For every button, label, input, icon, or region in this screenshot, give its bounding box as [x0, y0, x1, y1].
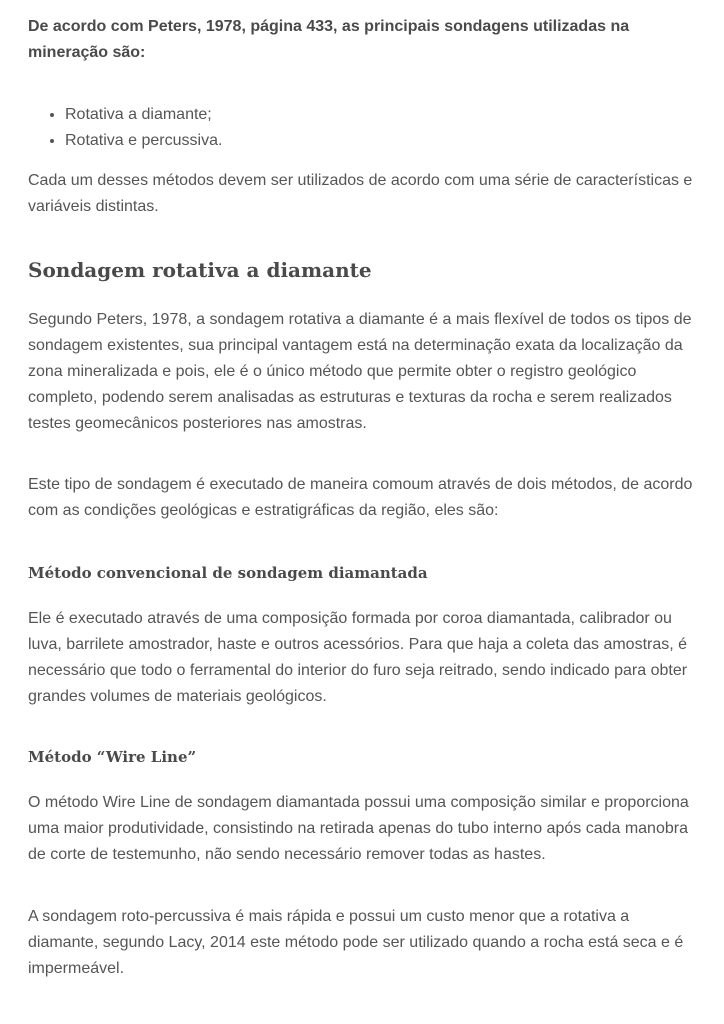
list-item: • Rotativa e percussiva. — [65, 128, 222, 154]
convencional-paragraph: Ele é executado através de uma composição formada por coroa diamantada, calibrador ou luva, barrilete amostrador, haste e outros acessórios. Para que haja a coleta das amostras, é necessário que todo o ferramental do interior do furo seja reitrado, sendo indicado para obter grandes volumes de materiais geológicos. — [28, 610, 688, 705]
roto-paragraph: A sondagem roto-percussiva é mais rápida e possui um custo menor que a rotativa a diamante, segundo Lacy, 2014 este método pode ser utilizado quando a rocha está seca e é impermeável. — [28, 908, 684, 977]
subheading-wireline: Método “Wire Line” — [28, 748, 197, 766]
sondagem-types-list — [28, 102, 222, 154]
wireline-paragraph: O método Wire Line de sondagem diamantada possui uma composição similar e proporciona uma maior produtividade, consistindo na retirada apenas do tubo interno após cada manobra de corte de testemunho, não sendo necessário remover todas as hastes. — [28, 794, 689, 863]
intro-paragraph: De acordo com Peters, 1978, página 433, as principais sondagens utilizadas na mineração são: — [28, 18, 630, 61]
tipo-paragraph: Este tipo de sondagem é executado de maneira comoum através de dois métodos, de acordo com as condições geológicas e estratigráficas da região, eles são: — [28, 476, 693, 519]
peters-paragraph: Segundo Peters, 1978, a sondagem rotativa a diamante é a mais flexível de todos os tipos de sondagem existentes, sua principal vantagem está na determinação exata da localização da zona mineralizada e pois, ele é o único método que permite obter o registro geológico completo, podendo serem analisadas as estruturas e texturas da rocha e serem realizados testes geomecânicos posteriores nas amostras. — [28, 311, 692, 432]
section-heading: Sondagem rotativa a diamante — [28, 258, 372, 282]
methods-paragraph: Cada um desses métodos devem ser utilizados de acordo com uma série de características e variáveis distintas. — [28, 172, 693, 215]
subheading-convencional: Método convencional de sondagem diamantada — [28, 564, 428, 582]
list-item: • Rotativa a diamante; — [65, 102, 222, 128]
